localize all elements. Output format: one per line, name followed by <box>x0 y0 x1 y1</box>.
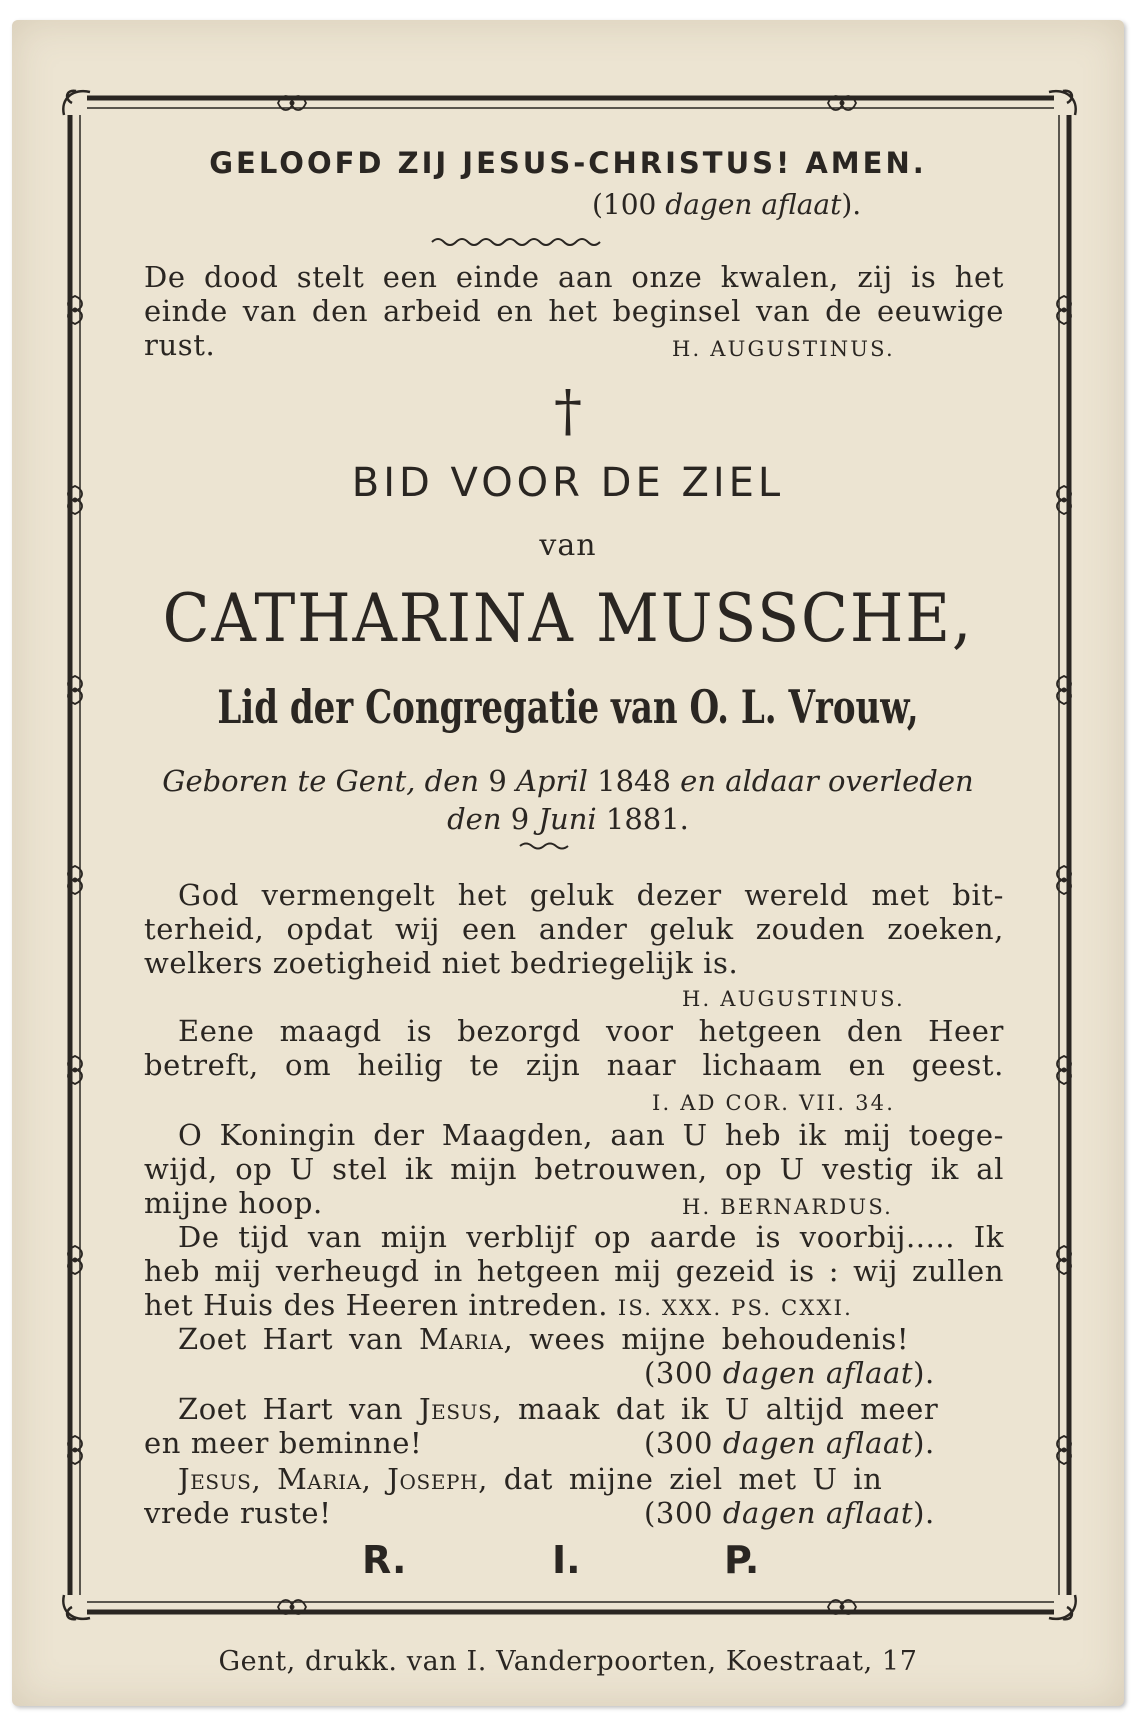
quote-top-last-line: rust. <box>144 328 216 362</box>
rip-r: R. <box>362 1538 407 1582</box>
verse-3-source: H. BERNARDUS. <box>682 1195 894 1219</box>
verse-5-a: Zoet Hart van <box>178 1322 419 1356</box>
birth-month: April <box>515 764 598 798</box>
verse-4-line-1: De tijd van mijn verblijf op aarde is voorbij..... Ik <box>178 1220 1004 1254</box>
wavy-divider <box>432 239 600 245</box>
verse-7-ind-close: ). <box>913 1496 935 1530</box>
rip-p: P. <box>724 1538 760 1582</box>
verse-7-b: dat mijne ziel met U in <box>487 1462 883 1496</box>
verse-4-line-2: heb mij verheugd in hetgeen mij gezeid is : wij zullen <box>144 1254 1004 1288</box>
van-label: van <box>539 528 597 563</box>
verse-6-a: Zoet Hart van <box>178 1392 419 1426</box>
death-year: 1881. <box>605 802 689 836</box>
verse-6-indulgence <box>644 1426 1004 1460</box>
birth-year: 1848 <box>597 764 681 798</box>
quote-top-line-2: einde van den arbeid en het beginsel van de eeuwige <box>144 294 1004 328</box>
cross-icon: † <box>554 379 582 444</box>
indulgence-close: ). <box>841 188 862 221</box>
indulgence-italic: dagen aflaat <box>665 188 842 221</box>
verse-6-ind-close: ). <box>913 1426 935 1460</box>
verse-4-source: IS. XXX. PS. CXXI. <box>617 1296 854 1320</box>
verse-7-line <box>178 1462 1004 1496</box>
verse-3-line-2: wijd, op U stel ik mijn betrouwen, op U vestig ik al <box>144 1152 1004 1186</box>
verse-2-line-1: Eene maagd is bezorgd voor hetgeen den Heer <box>178 1014 1004 1048</box>
verse-3-last: mijne hoop. <box>144 1186 323 1220</box>
birth-place: Geboren te Gent, den <box>162 764 489 798</box>
deceased-name: CATHARINA MUSSCHE, <box>162 580 974 657</box>
verse-5-ind-italic: dagen aflaat <box>722 1356 914 1390</box>
indulgence-note <box>592 188 992 221</box>
verse-4-last: het Huis des Heeren intreden. <box>144 1288 609 1322</box>
death-prefix: den <box>447 802 511 836</box>
verse-7-ind-italic: dagen aflaat <box>722 1496 914 1530</box>
verse-3-line-1: O Koningin der Maagden, aan U heb ik mij toege- <box>178 1118 1004 1152</box>
wavy-divider-small <box>520 844 568 849</box>
verse-5-line <box>178 1322 1004 1356</box>
memorial-card <box>12 20 1124 1706</box>
verse-7-indulgence <box>644 1496 1004 1530</box>
verse-5-ind-open: (300 <box>644 1356 723 1390</box>
verse-7-last: vrede ruste! <box>144 1496 332 1530</box>
death-day: 9 <box>510 802 539 836</box>
verse-5-b: , wees mijne behoudenis! <box>503 1322 910 1356</box>
salutation: GELOOFD ZIJ JESUS-CHRISTUS! AMEN. <box>209 146 927 180</box>
verse-6-line <box>178 1392 1004 1426</box>
quote-top-source: H. AUGUSTINUS. <box>672 337 895 361</box>
death-place: en aldaar overleden <box>680 764 974 798</box>
verse-1-source: H. AUGUSTINUS. <box>682 987 905 1011</box>
indulgence-open: (100 <box>592 188 666 221</box>
birth-day: 9 <box>488 764 516 798</box>
verse-1-line-1: God vermengelt het geluk dezer wereld met bit- <box>178 878 1004 912</box>
verse-6-ind-open: (300 <box>644 1426 723 1460</box>
printer-imprint: Gent, drukk. van I. Vanderpoorten, Koestraat, 17 <box>218 1646 918 1677</box>
rip-i: I. <box>552 1538 581 1582</box>
verse-7-ind-open: (300 <box>644 1496 723 1530</box>
verse-5-indulgence <box>644 1356 1004 1390</box>
verse-5-ind-close: ). <box>913 1356 935 1390</box>
membership-line: Lid der Congregatie van O. L. Vrouw, <box>217 680 919 734</box>
verse-6-name: Jesus <box>418 1392 493 1426</box>
verse-6-b: , maak dat ik U altijd meer <box>492 1392 939 1426</box>
verse-7-names: Jesus, Maria, Joseph, <box>178 1462 488 1496</box>
verse-2-source: I. AD COR. VII. 34. <box>652 1091 896 1115</box>
verse-6-ind-italic: dagen aflaat <box>722 1426 914 1460</box>
verse-2-line-2: betreft, om heilig te zijn naar lichaam en geest. <box>144 1048 1004 1082</box>
birth-death-line-2 <box>12 802 1124 836</box>
verse-4-last-line <box>144 1288 1004 1325</box>
verse-1-line-2: terheid, opdat wij een ander geluk zouden zoeken, <box>144 912 1004 946</box>
quote-top-line-1: De dood stelt een einde aan onze kwalen, zij is het <box>144 260 1004 294</box>
verse-5-name: Maria <box>418 1322 504 1356</box>
verse-6-last: en meer beminne! <box>144 1426 423 1460</box>
birth-death-line-1 <box>12 764 1124 798</box>
death-month: Juni <box>538 802 606 836</box>
prayer-heading: BID VOOR DE ZIEL <box>351 460 785 506</box>
verse-1-last: welkers zoetigheid niet bedriegelijk is. <box>144 946 739 980</box>
